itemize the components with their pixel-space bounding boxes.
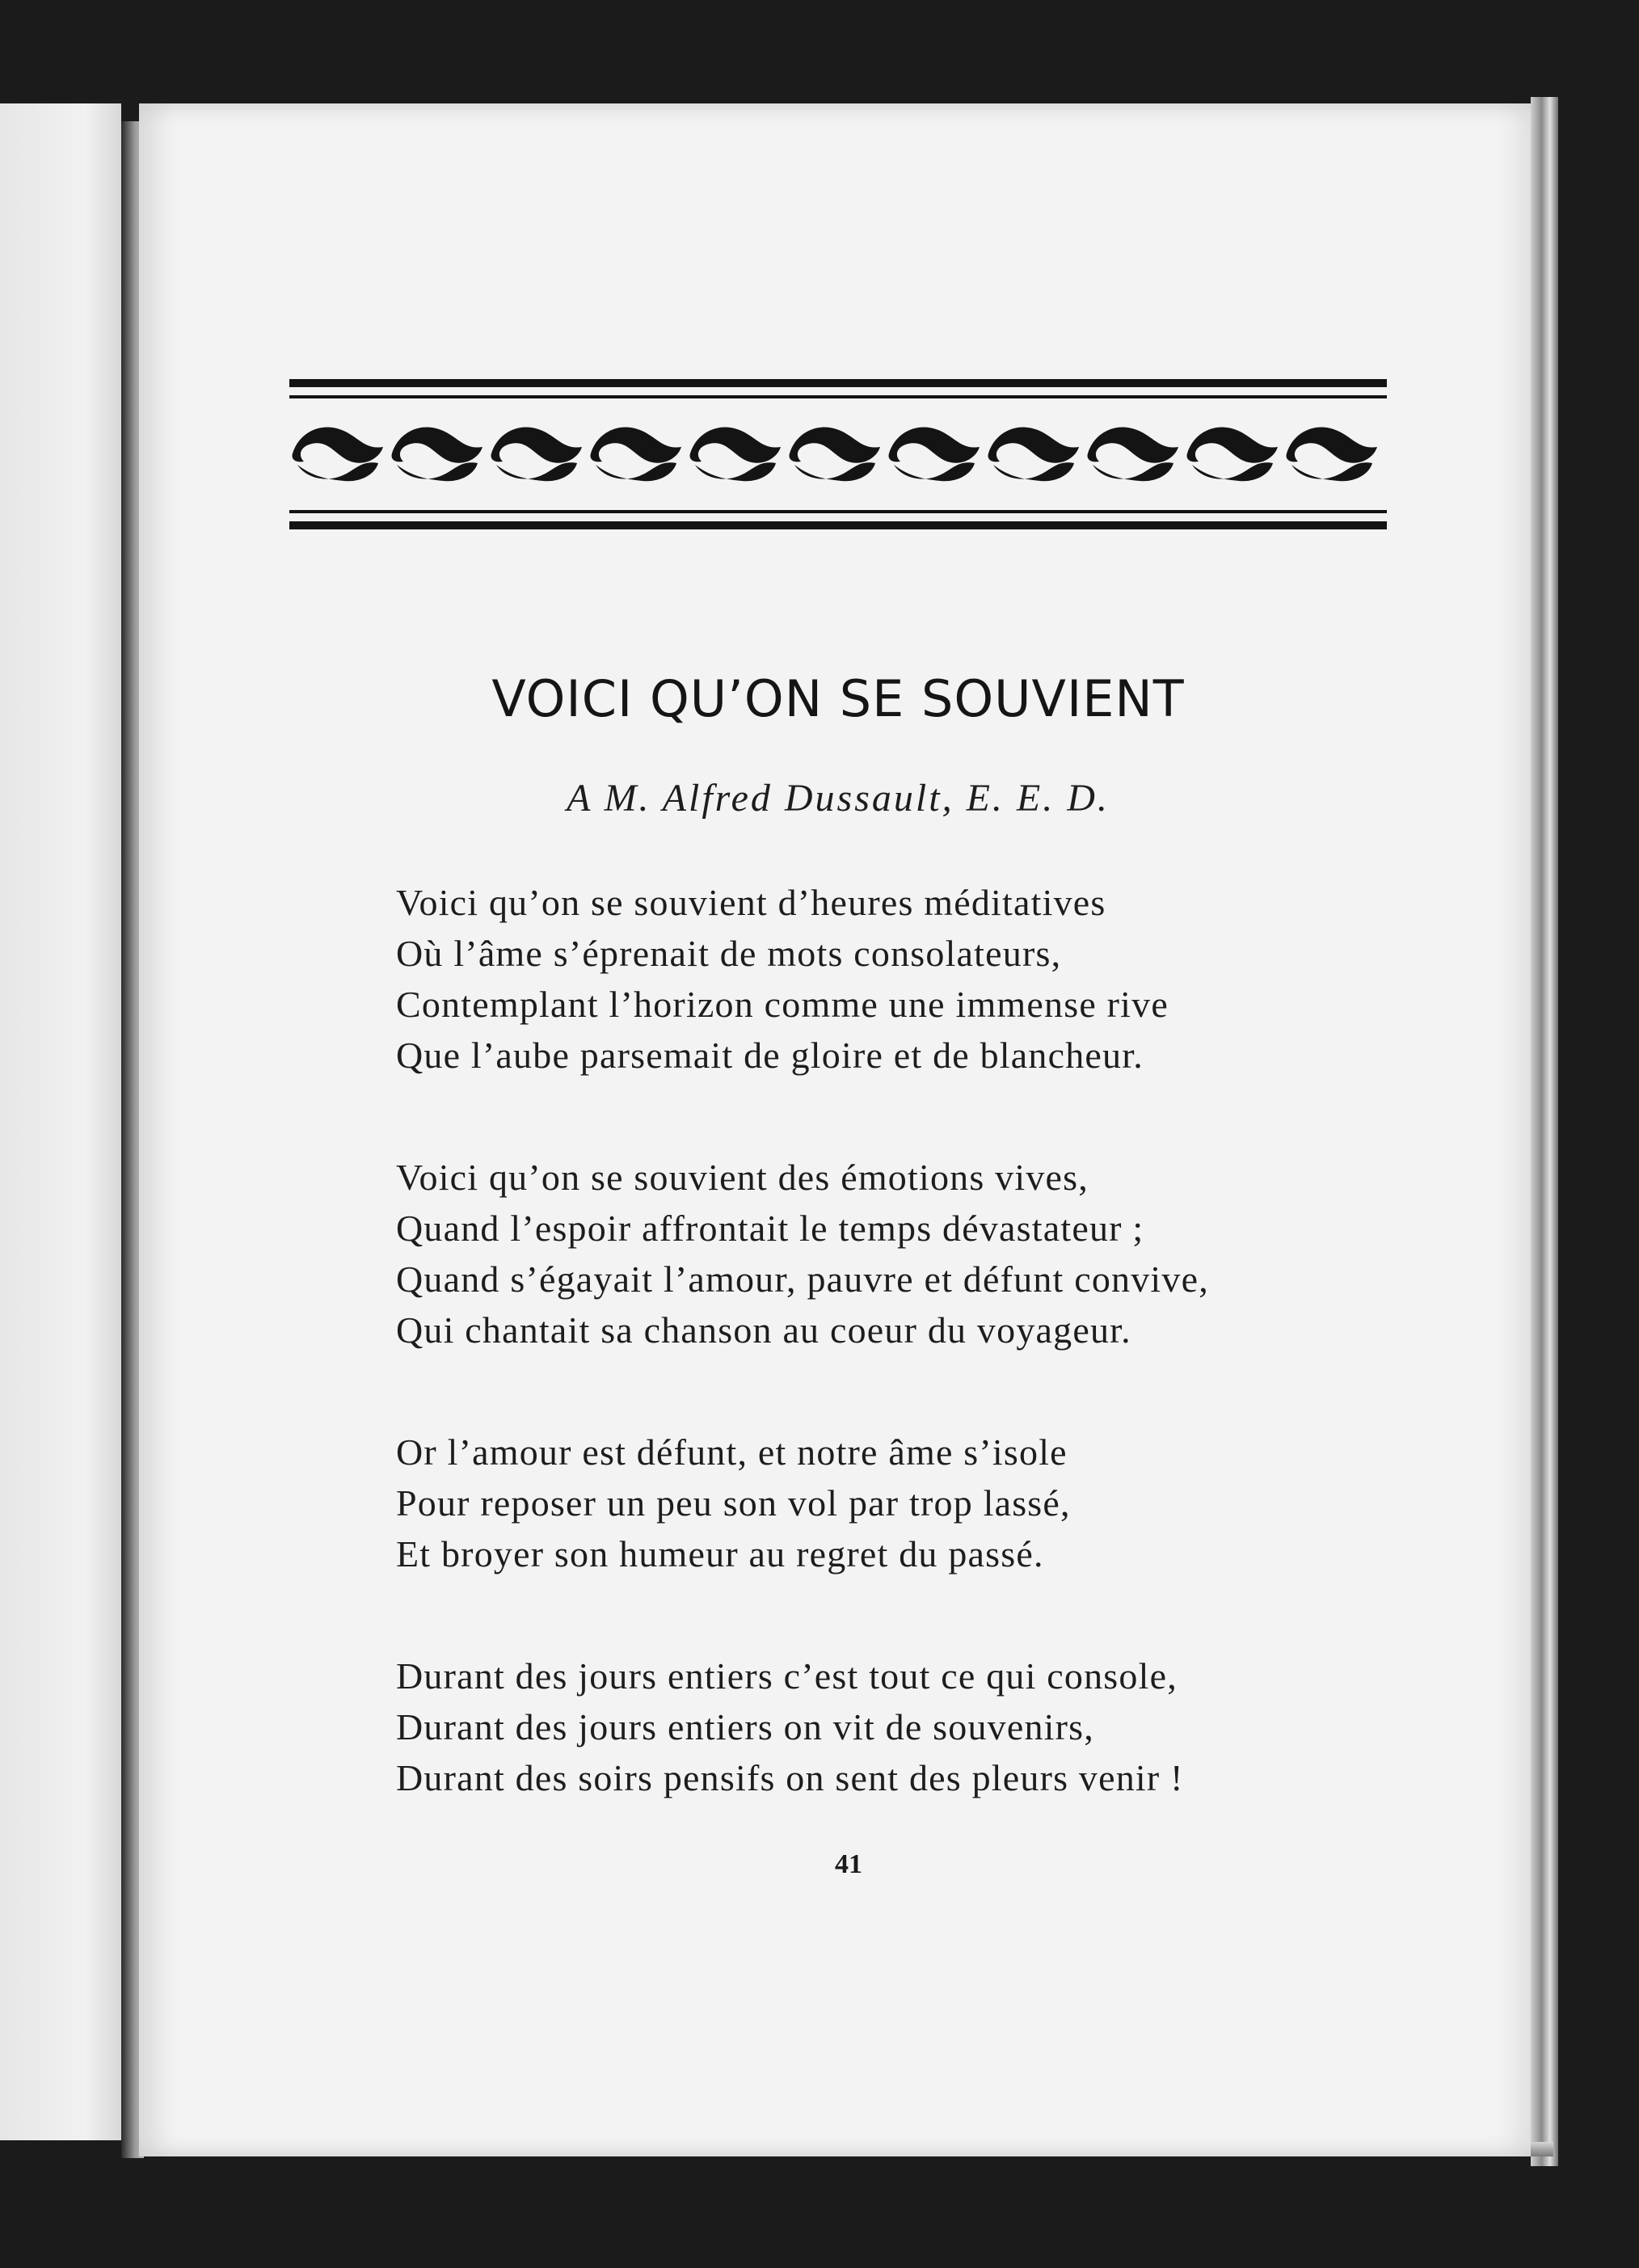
page-stack-edge [1531,97,1558,2166]
scroll-ornament [988,428,1079,482]
scroll-ornament [889,428,980,482]
scroll-ornament [591,428,681,482]
poem-title: VOICI QU’ON SE SOUVIENT [491,669,1185,728]
poem-body [396,877,1398,1874]
poem-line: Et broyer son humeur au regret du passé. [396,1533,1044,1575]
poem-line: Qui chantait sa chanson au coeur du voyageur. [396,1309,1131,1351]
scroll-ornament [392,428,482,482]
scroll-ornament [790,428,880,482]
scroll-ornament [1088,428,1178,482]
scroll-ornament [293,428,383,482]
poem-line: Durant des jours entiers on vit de souvenirs, [396,1706,1094,1747]
page-number: 41 [835,1849,862,1879]
decorative-header-ornament [289,376,1387,537]
poem-dedication: A M. Alfred Dussault, E. E. D. [567,777,1110,820]
scroll-ornament [690,428,781,482]
poem-line: Que l’aube parsemait de gloire et de blancheur. [396,1035,1144,1076]
poem-line: Pour reposer un peu son vol par trop lassé, [396,1482,1071,1524]
poem-line: Voici qu’on se souvient d’heures méditatives [396,882,1106,923]
poem-line: Voici qu’on se souvient des émotions vives, [396,1157,1089,1198]
scroll-ornament [1187,428,1278,482]
previous-page-edge [0,103,121,2140]
poem-line: Quand s’égayait l’amour, pauvre et défunt convive, [396,1258,1209,1300]
scroll-ornament [1287,428,1377,482]
poem-line: Durant des jours entiers c’est tout ce qui console, [396,1655,1178,1697]
poem-stanza [396,877,1398,1081]
poem-line: Durant des soirs pensifs on sent des pleurs venir ! [396,1757,1184,1798]
poem-line: Or l’amour est défunt, et notre âme s’isole [396,1431,1068,1473]
poem-line: Quand l’espoir affrontait le temps dévastateur ; [396,1208,1144,1249]
poem-stanza [396,1650,1398,1803]
scroll-ornament [491,428,582,482]
poem-stanza [396,1152,1398,1355]
poem-line: Où l’âme s’éprenait de mots consolateurs, [396,933,1062,974]
poem-line: Contemplant l’horizon comme une immense rive [396,984,1169,1025]
poem-stanza [396,1427,1398,1579]
